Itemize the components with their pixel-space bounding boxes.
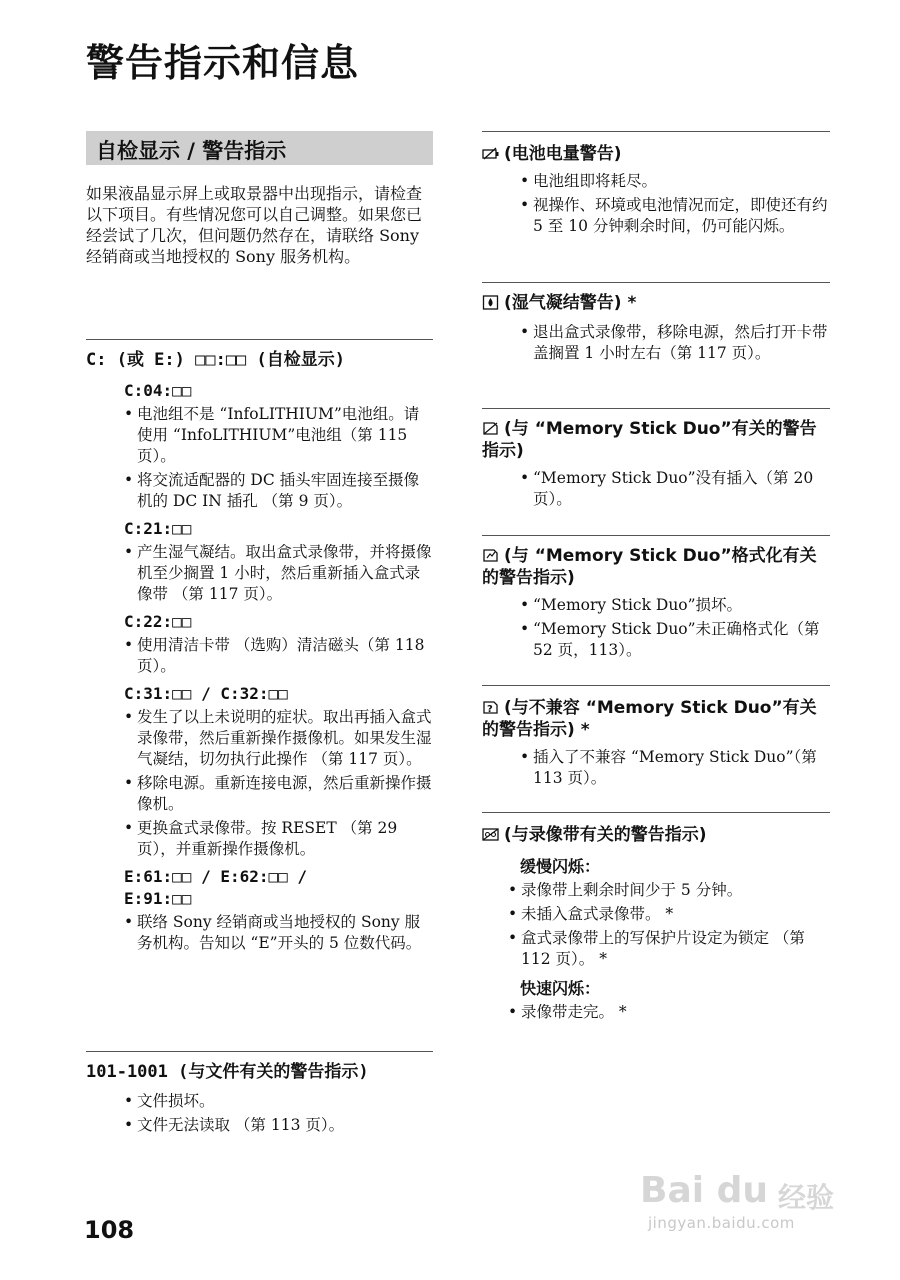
section-title: 自检显示 / 警告指示 [96, 139, 287, 163]
divider [482, 408, 830, 409]
tape-heading: (与录像带有关的警告指示) [504, 825, 707, 845]
divider [482, 535, 830, 536]
ms-missing-block [482, 418, 830, 513]
slow-blink-label: 缓慢闪烁： [520, 857, 601, 876]
divider [482, 282, 830, 283]
code-group [86, 518, 433, 605]
battery-low-icon [482, 146, 500, 161]
file-warning-block [86, 1061, 433, 1139]
ms-incompatible-heading: (与不兼容 “Memory Stick Duo”有关的警告指示) * [482, 698, 817, 740]
list-item: • “Memory Stick Duo”未正确格式化（第 52 页，113）。 [520, 619, 830, 661]
divider [482, 131, 830, 132]
moisture-icon [482, 295, 500, 310]
ms-format-block [482, 545, 830, 664]
list-item: • 发生了以上未说明的症状。取出再插入盒式录像带，然后重新操作摄像机。如果发生湿气凝结，切勿执行此操作 （第 117 页）。 [124, 707, 433, 770]
code-label: C:04:□□ [124, 381, 192, 400]
code-label: C:31:□□ / C:32:□□ [124, 684, 288, 703]
list-item: • 联络 Sony 经销商或当地授权的 Sony 服务机构。告知以 “E”开头的 5 位数代码。 [124, 912, 433, 954]
code-label: C:22:□□ [124, 612, 192, 631]
list-item: • 录像带走完。 * [508, 1002, 830, 1023]
list-item: • 文件无法读取 （第 113 页）。 [124, 1115, 433, 1136]
battery-block [482, 143, 830, 240]
code-group [86, 380, 433, 512]
list-item: • 使用清洁卡带 （选购）清洁磁头（第 118 页）。 [124, 635, 433, 677]
code-group [86, 683, 433, 860]
condensation-block [482, 292, 830, 367]
selfdiag-heading: C: (或 E:) □□:□□ (自检显示) [86, 350, 345, 370]
list-item: • 产生湿气凝结。取出盒式录像带，并将摄像机至少搁置 1 小时，然后重新插入盒式录像带 （第 117 页）。 [124, 542, 433, 605]
list-item: • 未插入盒式录像带。 * [508, 904, 830, 925]
code-group [86, 611, 433, 677]
divider [482, 685, 830, 686]
list-item: • 插入了不兼容 “Memory Stick Duo”（第 113 页）。 [520, 747, 830, 789]
code-label: C:21:□□ [124, 519, 192, 538]
file-warning-heading: 101-1001 (与文件有关的警告指示) [86, 1062, 369, 1082]
list-item: • 视操作、环境或电池情况而定，即使还有约 5 至 10 分钟剩余时间，仍可能闪烁。 [520, 195, 830, 237]
list-item: • 更换盒式录像带。按 RESET （第 29 页），并重新操作摄像机。 [124, 818, 433, 860]
memory-stick-incompatible-icon [482, 700, 500, 715]
memory-stick-format-icon [482, 548, 500, 563]
list-item: • 盒式录像带上的写保护片设定为锁定 （第 112 页）。 * [508, 928, 830, 970]
watermark-cn: 经验 [778, 1181, 835, 1214]
tape-icon [482, 827, 500, 842]
selfdiag-block [86, 349, 433, 957]
code-label: E:61:□□ / E:62:□□ / E:91:□□ [124, 867, 308, 908]
divider [86, 339, 433, 340]
list-item: • 将交流适配器的 DC 插头牢固连接至摄像机的 DC IN 插孔 （第 9 页）。 [124, 470, 433, 512]
divider [86, 1051, 433, 1052]
list-item: • “Memory Stick Duo”损坏。 [520, 595, 830, 616]
list-item: • 电池组即将耗尽。 [520, 171, 830, 192]
section-header [86, 131, 433, 165]
watermark-url: jingyan.baidu.com [648, 1214, 795, 1232]
memory-stick-icon [482, 421, 500, 436]
page-title: 警告指示和信息 [86, 41, 360, 85]
list-item: • 录像带上剩余时间少于 5 分钟。 [508, 880, 830, 901]
battery-heading: (电池电量警告) [504, 144, 622, 164]
divider [482, 812, 830, 813]
list-item: • “Memory Stick Duo”没有插入（第 20 页）。 [520, 468, 830, 510]
watermark-logo: Bai du [640, 1170, 769, 1211]
ms-incompatible-block [482, 697, 830, 792]
fast-blink-label: 快速闪烁： [520, 979, 601, 998]
condensation-heading: (湿气凝结警告) * [504, 293, 637, 313]
svg-text:?: ? [487, 704, 493, 715]
list-item: • 文件损坏。 [124, 1091, 433, 1112]
ms-missing-heading: (与 “Memory Stick Duo”有关的警告指示) [482, 419, 817, 461]
tape-block [482, 824, 830, 1026]
ms-format-heading: (与 “Memory Stick Duo”格式化有关的警告指示) [482, 546, 817, 588]
page-number: 108 [84, 1216, 135, 1244]
code-group [86, 866, 433, 954]
list-item: • 移除电源。重新连接电源，然后重新操作摄像机。 [124, 773, 433, 815]
intro-text: 如果液晶显示屏上或取景器中出现指示，请检查以下项目。有些情况您可以自己调整。如果您已经尝试了几次，但问题仍然存在，请联络 Sony 经销商或当地授权的 Sony 服务机构。 [86, 184, 423, 266]
list-item: • 电池组不是 “InfoLITHIUM”电池组。请使用 “InfoLITHIUM”电池组（第 115 页）。 [124, 404, 433, 467]
list-item: • 退出盒式录像带，移除电源，然后打开卡带盖搁置 1 小时左右（第 117 页）。 [520, 322, 830, 364]
